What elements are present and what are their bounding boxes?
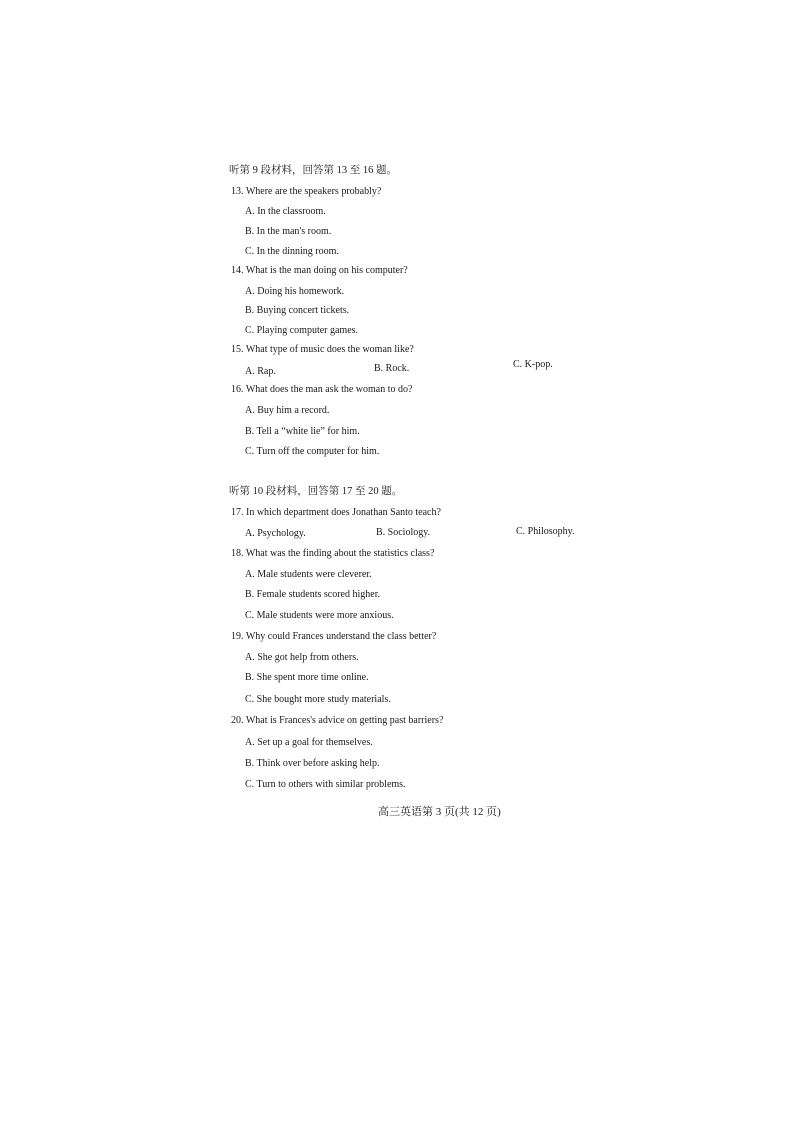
question-15-option-a: A. Rap. xyxy=(245,366,276,377)
question-16-stem: 16. What does the man ask the woman to do? xyxy=(231,384,413,395)
question-16-option-b: B. Tell a “white lie” for him. xyxy=(245,426,360,437)
question-14-option-c: C. Playing computer games. xyxy=(245,325,359,336)
question-20-stem: 20. What is Frances's advice on getting past barriers? xyxy=(231,715,444,726)
question-19-option-a: A. She got help from others. xyxy=(245,652,359,663)
question-18-option-a: A. Male students were cleverer. xyxy=(245,569,372,580)
question-14-stem: 14. What is the man doing on his computer? xyxy=(231,265,408,276)
question-17-option-b: B. Sociology. xyxy=(376,527,431,538)
question-19-stem: 19. Why could Frances understand the class better? xyxy=(231,631,437,642)
question-14-option-b: B. Buying concert tickets. xyxy=(245,305,350,316)
question-15-stem: 15. What type of music does the woman like? xyxy=(231,344,414,355)
question-13-stem: 13. Where are the speakers probably? xyxy=(231,186,382,197)
section-10-heading: 听第 10 段材料，回答第 17 至 20 题。 xyxy=(229,486,403,497)
question-17-option-a: A. Psychology. xyxy=(245,528,306,539)
question-18-option-b: B. Female students scored higher. xyxy=(245,589,380,600)
question-18-option-c: C. Male students were more anxious. xyxy=(245,610,394,621)
question-16-option-c: C. Turn off the computer for him. xyxy=(245,446,380,457)
question-17-option-c: C. Philosophy. xyxy=(516,526,575,537)
question-13-option-c: C. In the dinning room. xyxy=(245,246,339,257)
question-19-option-b: B. She spent more time online. xyxy=(245,672,369,683)
question-20-option-c: C. Turn to others with similar problems. xyxy=(245,779,406,790)
question-19-option-c: C. She bought more study materials. xyxy=(245,694,391,705)
page-footer: 高三英语第 3 页(共 12 页) xyxy=(378,806,501,818)
section-9-heading: 听第 9 段材料，回答第 13 至 16 题。 xyxy=(229,165,397,176)
question-17-stem: 17. In which department does Jonathan Santo teach? xyxy=(231,507,441,518)
question-13-option-b: B. In the man's room. xyxy=(245,226,332,237)
question-18-stem: 18. What was the finding about the statistics class? xyxy=(231,548,435,559)
question-15-option-c: C. K-pop. xyxy=(513,359,553,370)
question-16-option-a: A. Buy him a record. xyxy=(245,405,330,416)
question-15-option-b: B. Rock. xyxy=(374,363,410,374)
question-13-option-a: A. In the classroom. xyxy=(245,206,326,217)
question-20-option-a: A. Set up a goal for themselves. xyxy=(245,737,373,748)
question-20-option-b: B. Think over before asking help. xyxy=(245,758,380,769)
question-14-option-a: A. Doing his homework. xyxy=(245,286,345,297)
